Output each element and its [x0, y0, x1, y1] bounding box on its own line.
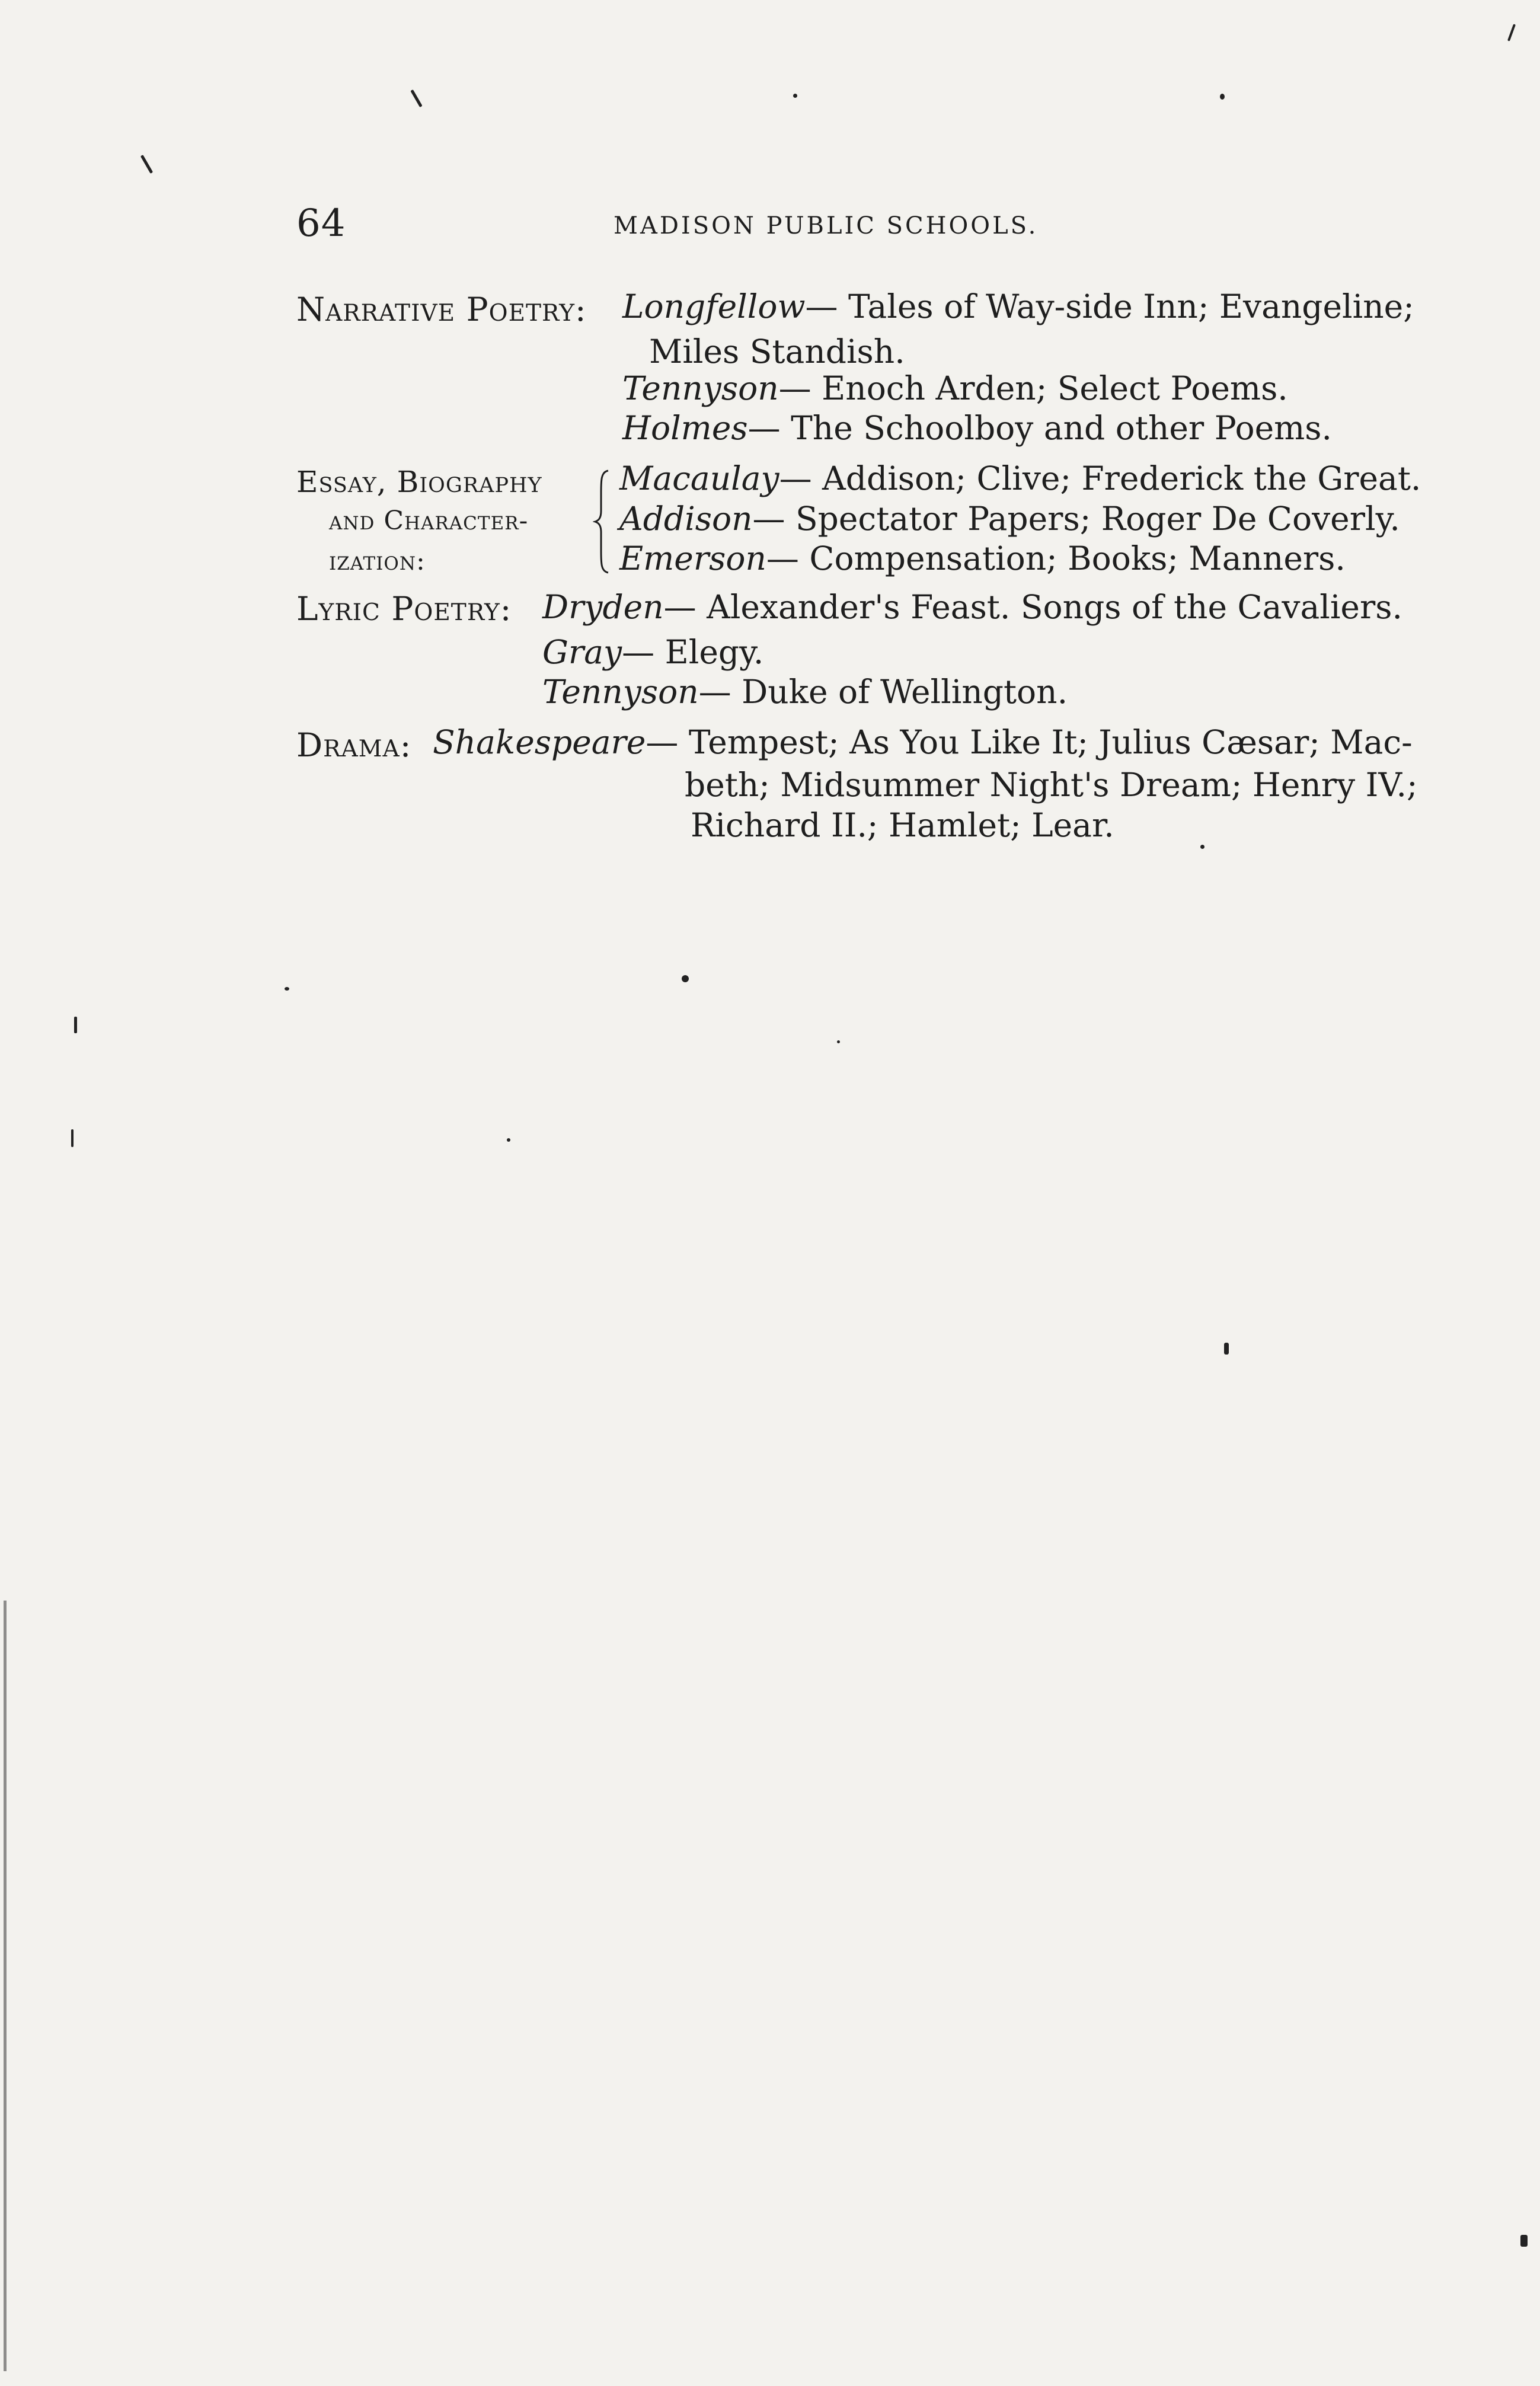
author-name: Shakespeare — [433, 723, 646, 761]
author-name: Gray — [542, 633, 622, 671]
entry-line — [619, 500, 1400, 538]
works-text: — Enoch Arden; Select Poems. — [778, 369, 1288, 407]
scan-speck — [410, 90, 422, 107]
entry-line — [619, 539, 1346, 577]
curly-brace-icon — [593, 468, 611, 575]
entry-line — [433, 723, 1413, 761]
scan-speck — [285, 987, 289, 991]
entry-line — [622, 409, 1332, 447]
entry-line — [622, 290, 1414, 323]
section-label-essay-line: and Character- — [329, 506, 529, 536]
works-text: — Addison; Clive; Frederick the Great. — [779, 459, 1421, 497]
author-name: Emerson — [619, 539, 766, 577]
entry-line — [691, 806, 1114, 844]
scan-speck — [682, 975, 689, 982]
scan-speck — [71, 1129, 74, 1147]
entry-line — [542, 673, 1068, 711]
works-text: — Spectator Papers; Roger De Coverly. — [752, 500, 1400, 538]
scan-speck — [1507, 24, 1516, 41]
author-name: Tennyson — [542, 673, 699, 711]
author-name: Addison — [619, 500, 753, 538]
section-label-narrative-poetry: Narrative Poetry: — [296, 290, 587, 328]
entry-line — [685, 766, 1418, 804]
works-text: — Tempest; As You Like It; Julius Cæsar; Mac- — [646, 723, 1413, 761]
scan-speck — [507, 1138, 510, 1142]
scan-speck — [837, 1040, 840, 1043]
author-name: Tennyson — [622, 369, 779, 407]
works-text: — The Schoolboy and other Poems. — [747, 409, 1332, 447]
author-name: Dryden — [542, 588, 664, 626]
scan-speck — [1520, 2235, 1528, 2247]
author-name: Holmes — [622, 409, 748, 447]
entry-line — [542, 588, 1402, 626]
works-text: Richard II.; Hamlet; Lear. — [691, 806, 1114, 844]
works-text: — Duke of Wellington. — [698, 673, 1068, 711]
author-name: Longfellow — [622, 288, 806, 325]
scan-speck — [1224, 1343, 1229, 1355]
running-title: MADISON PUBLIC SCHOOLS. — [614, 212, 1039, 239]
works-text: — Tales of Way-side Inn; Evangeline; — [805, 288, 1414, 325]
entry-line — [649, 333, 905, 370]
page-header — [296, 202, 1363, 255]
scan-speck — [793, 94, 797, 98]
entry-line — [622, 369, 1288, 407]
entry-line — [619, 459, 1421, 497]
works-text: — Compensation; Books; Manners. — [766, 539, 1346, 577]
section-label-lyric-poetry: Lyric Poetry: — [296, 590, 512, 628]
works-text: — Elegy. — [622, 633, 764, 671]
works-text: Miles Standish. — [649, 333, 905, 370]
author-name: Macaulay — [619, 459, 779, 497]
scan-speck — [140, 155, 153, 174]
section-label-drama: Drama: — [296, 726, 412, 764]
works-text: beth; Midsummer Night's Dream; Henry IV.; — [685, 766, 1418, 804]
entry-line — [542, 633, 764, 671]
scan-speck — [74, 1017, 77, 1033]
page-edge-shadow — [4, 1601, 7, 2371]
section-label-essay-line: ization: — [329, 546, 426, 576]
scan-speck — [1200, 845, 1204, 849]
scan-speck — [1220, 94, 1225, 100]
works-text: — Alexander's Feast. Songs of the Cavaliers. — [663, 588, 1402, 626]
section-label-essay-line: Essay, Biography — [296, 465, 542, 499]
page-number: 64 — [296, 202, 346, 245]
